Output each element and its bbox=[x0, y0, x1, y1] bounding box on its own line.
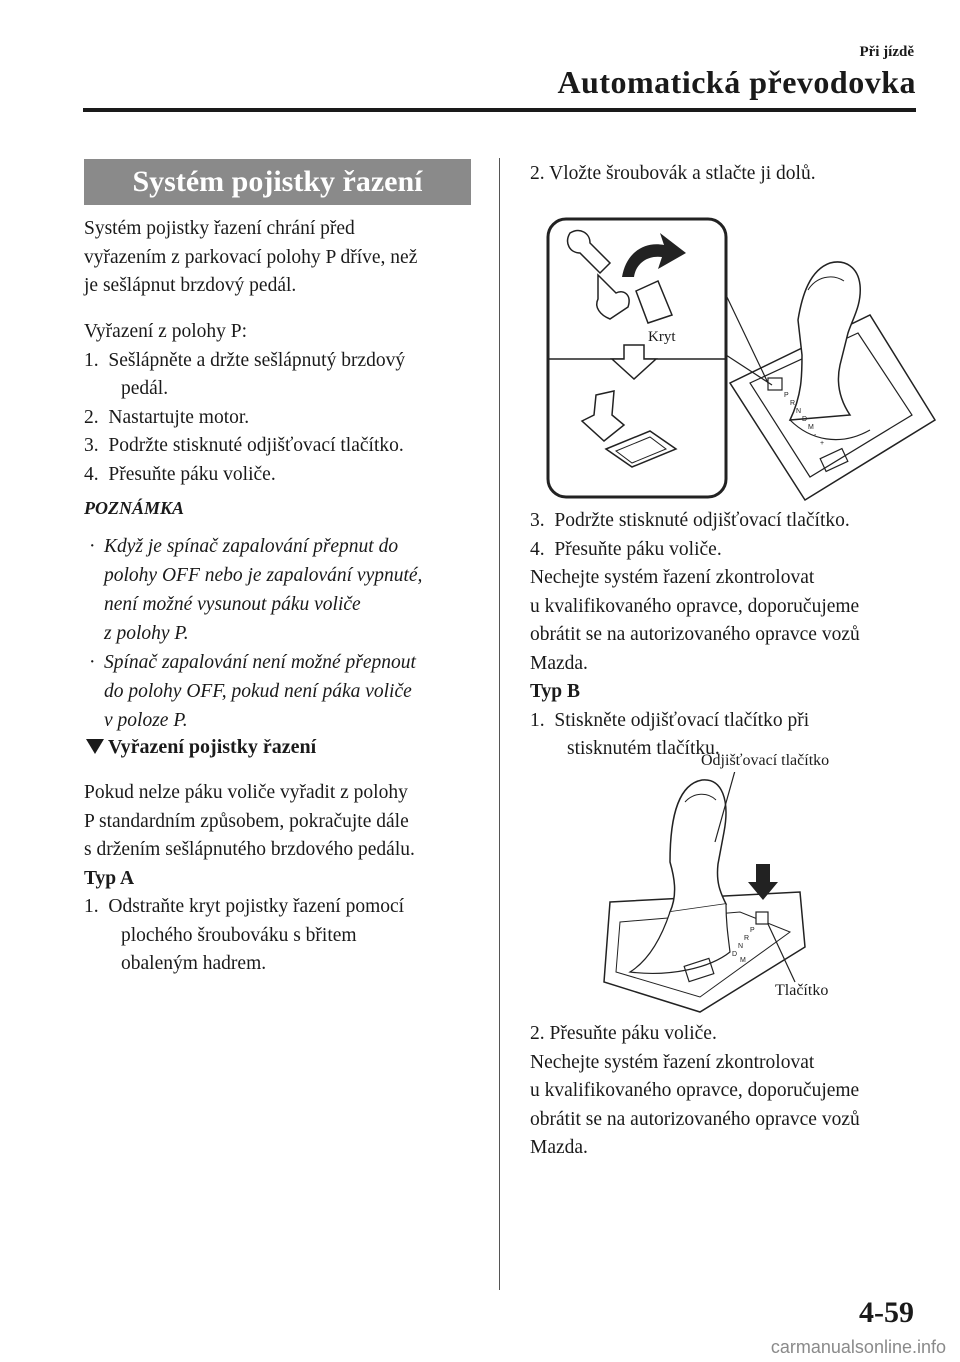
note-title: POZNÁMKA bbox=[84, 498, 185, 518]
step-4 bbox=[84, 461, 405, 490]
para-line: Pokud nelze páku voliče vyřadit z polohy bbox=[84, 782, 408, 803]
step-text: Nastartujte motor. bbox=[108, 406, 250, 428]
bullet-icon: · bbox=[89, 536, 96, 557]
step-1 bbox=[84, 347, 405, 376]
type-a-step-1 bbox=[84, 893, 415, 922]
gear-letter: N bbox=[738, 943, 744, 950]
gear-letter: M bbox=[808, 424, 814, 431]
shift-gate-drawing bbox=[730, 262, 935, 500]
intro-line: Systém pojistky řazení chrání před bbox=[84, 218, 355, 239]
note-line: není možné vysunout páku voliče bbox=[104, 594, 361, 615]
leader-line bbox=[726, 295, 768, 383]
inspect-line: u kvalifikovaného opravce, doporučujeme bbox=[530, 1080, 860, 1101]
inspect-line: Nechejte systém řazení zkontrolovat bbox=[530, 567, 815, 588]
type-b-heading: Typ B bbox=[530, 681, 581, 702]
running-header-section: Při jízdě bbox=[859, 44, 914, 60]
step-cont: stisknutém tlačítku. bbox=[567, 738, 720, 759]
intro-line: je sešlápnut brzdový pedál. bbox=[84, 275, 297, 296]
figure-label-release-button: Odjišťovací tlačítko bbox=[701, 752, 830, 769]
gear-letter: N bbox=[796, 408, 802, 415]
gear-letter: R bbox=[744, 935, 750, 942]
note-line: Spínač zapalování není možné přepnout bbox=[104, 652, 416, 673]
step-number: 1. bbox=[84, 896, 99, 917]
step-text: Sešlápněte a držte sešlápnutý brzdový bbox=[108, 349, 406, 371]
gear-letter: D bbox=[802, 416, 808, 423]
step-number: 4. bbox=[84, 463, 99, 485]
note-line: z polohy P. bbox=[104, 623, 189, 644]
subheading-block bbox=[86, 736, 316, 759]
step-number: 1. bbox=[530, 709, 545, 731]
step-number: 3. bbox=[84, 435, 99, 456]
procedure-heading: Vyřazení z polohy P: bbox=[84, 321, 248, 342]
step-text: Podržte stisknuté odjišťovací tlačítko. bbox=[554, 510, 850, 531]
gear-letter: - bbox=[814, 432, 817, 439]
type-a-heading: Typ A bbox=[84, 867, 135, 889]
inspect-line: obrátit se na autorizovaného opravce vozů bbox=[530, 1108, 860, 1130]
inspect-line: u kvalifikovaného opravce, doporučujeme bbox=[530, 595, 860, 617]
column-divider bbox=[499, 158, 500, 1290]
type-a-remaining bbox=[530, 507, 860, 764]
running-header-chapter: Automatická převodovka bbox=[557, 64, 916, 100]
note-list bbox=[84, 532, 422, 735]
note-line: v poloze P. bbox=[104, 710, 188, 731]
intro-line: vyřazením z parkovací polohy P dříve, než bbox=[84, 246, 418, 268]
step-number: 1. bbox=[84, 349, 99, 371]
type-b-remaining bbox=[530, 1020, 860, 1163]
note-item bbox=[84, 648, 422, 735]
inspect-line: Mazda. bbox=[530, 1137, 588, 1158]
step-3-a bbox=[530, 507, 860, 536]
type-a-step-2 bbox=[530, 160, 816, 189]
step-text: Podržte stisknuté odjišťovací tlačítko. bbox=[108, 435, 404, 456]
step-text: Odstraňte kryt pojistky řazení pomocí bbox=[108, 896, 405, 917]
gear-letter: M bbox=[740, 957, 746, 964]
intro-paragraph bbox=[84, 215, 417, 301]
figure-label-cover: Kryt bbox=[648, 329, 676, 345]
step-text: Stiskněte odjišťovací tlačítko při bbox=[554, 709, 810, 731]
watermark: carmanualsonline.info bbox=[770, 1337, 946, 1357]
step-2 bbox=[84, 404, 405, 433]
note-line: do polohy OFF, pokud není páka voliče bbox=[104, 681, 412, 702]
section-title: Systém pojistky řazení bbox=[84, 159, 471, 205]
inspect-line: Nechejte systém řazení zkontrolovat bbox=[530, 1051, 815, 1073]
note-item bbox=[84, 532, 422, 648]
header-rule bbox=[83, 108, 916, 112]
step-number: 4. bbox=[530, 538, 545, 560]
step-number: 2. bbox=[84, 406, 99, 428]
para-line: s držením sešlápnutého brzdového pedálu. bbox=[84, 839, 415, 860]
step-cont: obaleným hadrem. bbox=[121, 953, 267, 974]
release-paragraph bbox=[84, 779, 415, 979]
type-b-step-1 bbox=[530, 707, 860, 736]
note-line: polohy OFF nebo je zapalování vypnuté, bbox=[104, 565, 423, 586]
subheading: Vyřazení pojistky řazení bbox=[108, 736, 317, 758]
shift-procedure bbox=[84, 318, 405, 489]
bullet-icon: · bbox=[89, 652, 96, 673]
page-number: 4-59 bbox=[859, 1296, 914, 1329]
type-b-step-2: 2. Přesuňte páku voliče. bbox=[530, 1023, 717, 1044]
figure-type-b bbox=[590, 772, 820, 1017]
para-line: P standardním způsobem, pokračujte dále bbox=[84, 810, 409, 832]
figure-label-button: Tlačítko bbox=[775, 982, 829, 999]
gear-letter: P bbox=[750, 927, 755, 934]
step-3 bbox=[84, 432, 405, 461]
step-number: 3. bbox=[530, 510, 545, 531]
triangle-down-icon bbox=[86, 738, 104, 754]
note-line: Když je spínač zapalování přepnut do bbox=[104, 536, 399, 557]
step-text: Přesuňte páku voliče. bbox=[108, 463, 276, 485]
shift-lever-drawing bbox=[604, 780, 805, 1012]
step-cont: plochého šroubováku s břitem bbox=[121, 924, 357, 946]
gear-letter: P bbox=[784, 392, 789, 399]
gear-letter: D bbox=[732, 951, 738, 958]
step-text: Přesuňte páku voliče. bbox=[554, 538, 722, 560]
step-1-cont: pedál. bbox=[121, 378, 169, 399]
inspect-line: Mazda. bbox=[530, 652, 588, 674]
button-spot bbox=[756, 912, 768, 924]
figure-type-a bbox=[540, 215, 940, 505]
inspect-line: obrátit se na autorizovaného opravce vozů bbox=[530, 624, 860, 645]
step-text: 2. Vložte šroubovák a stlačte ji dolů. bbox=[530, 163, 816, 184]
gear-letter: R bbox=[790, 400, 796, 407]
gear-letter: + bbox=[820, 440, 825, 447]
step-4-a bbox=[530, 536, 860, 565]
